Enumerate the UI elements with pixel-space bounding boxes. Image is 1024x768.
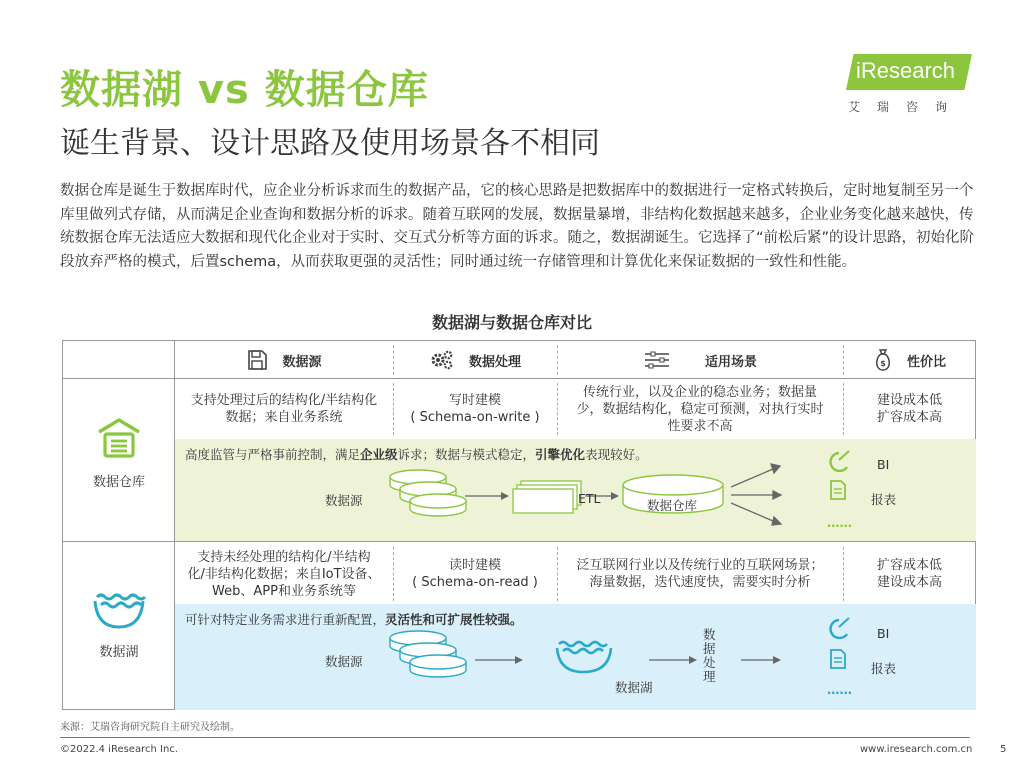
copyright: ©2022.4 iResearch Inc.: [60, 744, 178, 755]
lake-scenario-line: 海量数据，迭代速度快，需要实时分析: [589, 575, 811, 590]
lake-out-bi: BI: [877, 626, 890, 641]
lake-flow-source-label: 数据源: [325, 654, 363, 669]
footer-divider: [60, 737, 970, 738]
lake-source-line: 化/非结构化数据；来自IoT设备、: [187, 566, 381, 582]
page-subtitle: 诞生背景、设计思路及使用场景各不相同: [60, 126, 600, 161]
lake-cost-scale: 扩容成本低: [876, 558, 942, 573]
warehouse-flow-band: [175, 439, 976, 541]
iresearch-logo: [846, 54, 972, 116]
lake-source-line: 支持未经处理的结构化/半结构: [197, 549, 371, 565]
page-title: 数据湖 vs 数据仓库: [60, 67, 429, 113]
lake-flow-band: [175, 604, 976, 710]
lake-flow-process-label: 数据处理: [703, 627, 716, 684]
warehouse-flow-diagram: [175, 439, 976, 541]
source-note: 来源：艾瑞咨询研究院自主研究及绘制。: [60, 722, 240, 733]
header-processing: [393, 341, 557, 379]
lake-cost: [843, 547, 976, 601]
header-label: 数据处理: [468, 354, 521, 370]
warehouse-processing-schema: ( Schema-on-write ): [410, 410, 540, 425]
lake-out-more: ……: [827, 682, 852, 697]
warehouse-scenario: 传统行业，以及企业的稳态业务；数据量少，数据结构化，稳定可预测，对执行实时性要求不高: [576, 384, 824, 434]
lake-processing-schema: ( Schema-on-read ): [412, 575, 538, 590]
table-title: 数据湖与数据仓库对比: [431, 313, 592, 332]
warehouse-band-text: 高度监管与严格事前控制，满足企业级诉求；数据与模式稳定，引擎优化表现较好。: [185, 447, 648, 462]
page-number: 5: [1000, 744, 1007, 755]
lake-cost-build: 建设成本高: [876, 575, 942, 590]
lake-out-report: 报表: [871, 661, 897, 676]
warehouse-icon: [95, 414, 143, 466]
warehouse-out-bi: BI: [877, 457, 890, 472]
floppy-disk-icon: [246, 349, 268, 371]
row-label-warehouse: 数据仓库: [92, 475, 145, 490]
lake-icon: [91, 587, 147, 635]
header-data-source: [175, 341, 393, 379]
lake-source: [175, 547, 393, 601]
gears-icon: [429, 349, 455, 371]
lake-source-line: Web、APP和业务系统等: [212, 583, 356, 599]
warehouse-processing-mode: 写时建模: [448, 393, 501, 408]
warehouse-processing: [393, 383, 557, 435]
header-scenario: [557, 341, 843, 379]
header-label: 性价比: [906, 354, 946, 370]
lake-scenario: [557, 547, 843, 601]
lake-band-text: 可针对特定业务需求进行重新配置，灵活性和可扩展性较强。: [185, 612, 523, 627]
lake-flow-diagram: [175, 604, 976, 710]
intro-paragraph: 数据仓库是诞生于数据库时代，应企业分析诉求而生的数据产品，它的核心思路是把数据库中的数据进行一定格式转换后，定时地复制至另一个库里做列式存储，从而满足企业查询和数据分析的诉求。随着互联网的发展，数据量暴增，非结构化数据越来越多，企业业务变化越来越快，传统数据仓库无法适应大数据和现代化企业对于实时、交互式分析等方面的诉求。随之，数据湖诞生。它选择了“前松后紧”的设计思路，初始化阶段放弃严格的模式，后置schema，从而获取更强的灵活性；同时通过统一存储管理和计算优化来保证数据的一致性和性能。: [60, 183, 975, 270]
comparison-table: [62, 340, 976, 710]
warehouse-flow-store-label: 数据仓库: [647, 498, 698, 513]
lake-flow-store-label: 数据湖: [615, 680, 653, 695]
row-divider: [63, 541, 976, 542]
lake-scenario-line: 泛互联网行业以及传统行业的互联网场景；: [576, 558, 824, 573]
warehouse-source: 支持处理过后的结构化/半结构化数据；来自业务系统: [190, 393, 378, 425]
logo-brand: iResearch: [856, 58, 956, 83]
warehouse-flow-source-label: 数据源: [325, 493, 363, 508]
lake-processing: [393, 547, 557, 601]
warehouse-out-report: 报表: [871, 492, 897, 507]
svg-text:$: $: [880, 359, 886, 368]
lake-processing-mode: 读时建模: [448, 558, 501, 573]
sliders-icon: [643, 350, 671, 370]
warehouse-cost-scale: 扩容成本高: [876, 410, 942, 425]
header-label: 适用场景: [704, 354, 757, 370]
warehouse-cost: [843, 383, 976, 435]
header-label: 数据源: [282, 354, 322, 370]
header-cost: [843, 341, 976, 379]
warehouse-out-more: ……: [827, 515, 852, 530]
logo-brand-cn: 艾瑞咨询: [848, 100, 965, 114]
row-label-lake: 数据湖: [99, 645, 139, 660]
warehouse-flow-etl-label: ETL: [578, 491, 601, 506]
money-bag-icon: [873, 348, 893, 372]
website-link[interactable]: www.iresearch.com.cn: [860, 744, 973, 755]
warehouse-cost-build: 建设成本低: [876, 393, 942, 408]
